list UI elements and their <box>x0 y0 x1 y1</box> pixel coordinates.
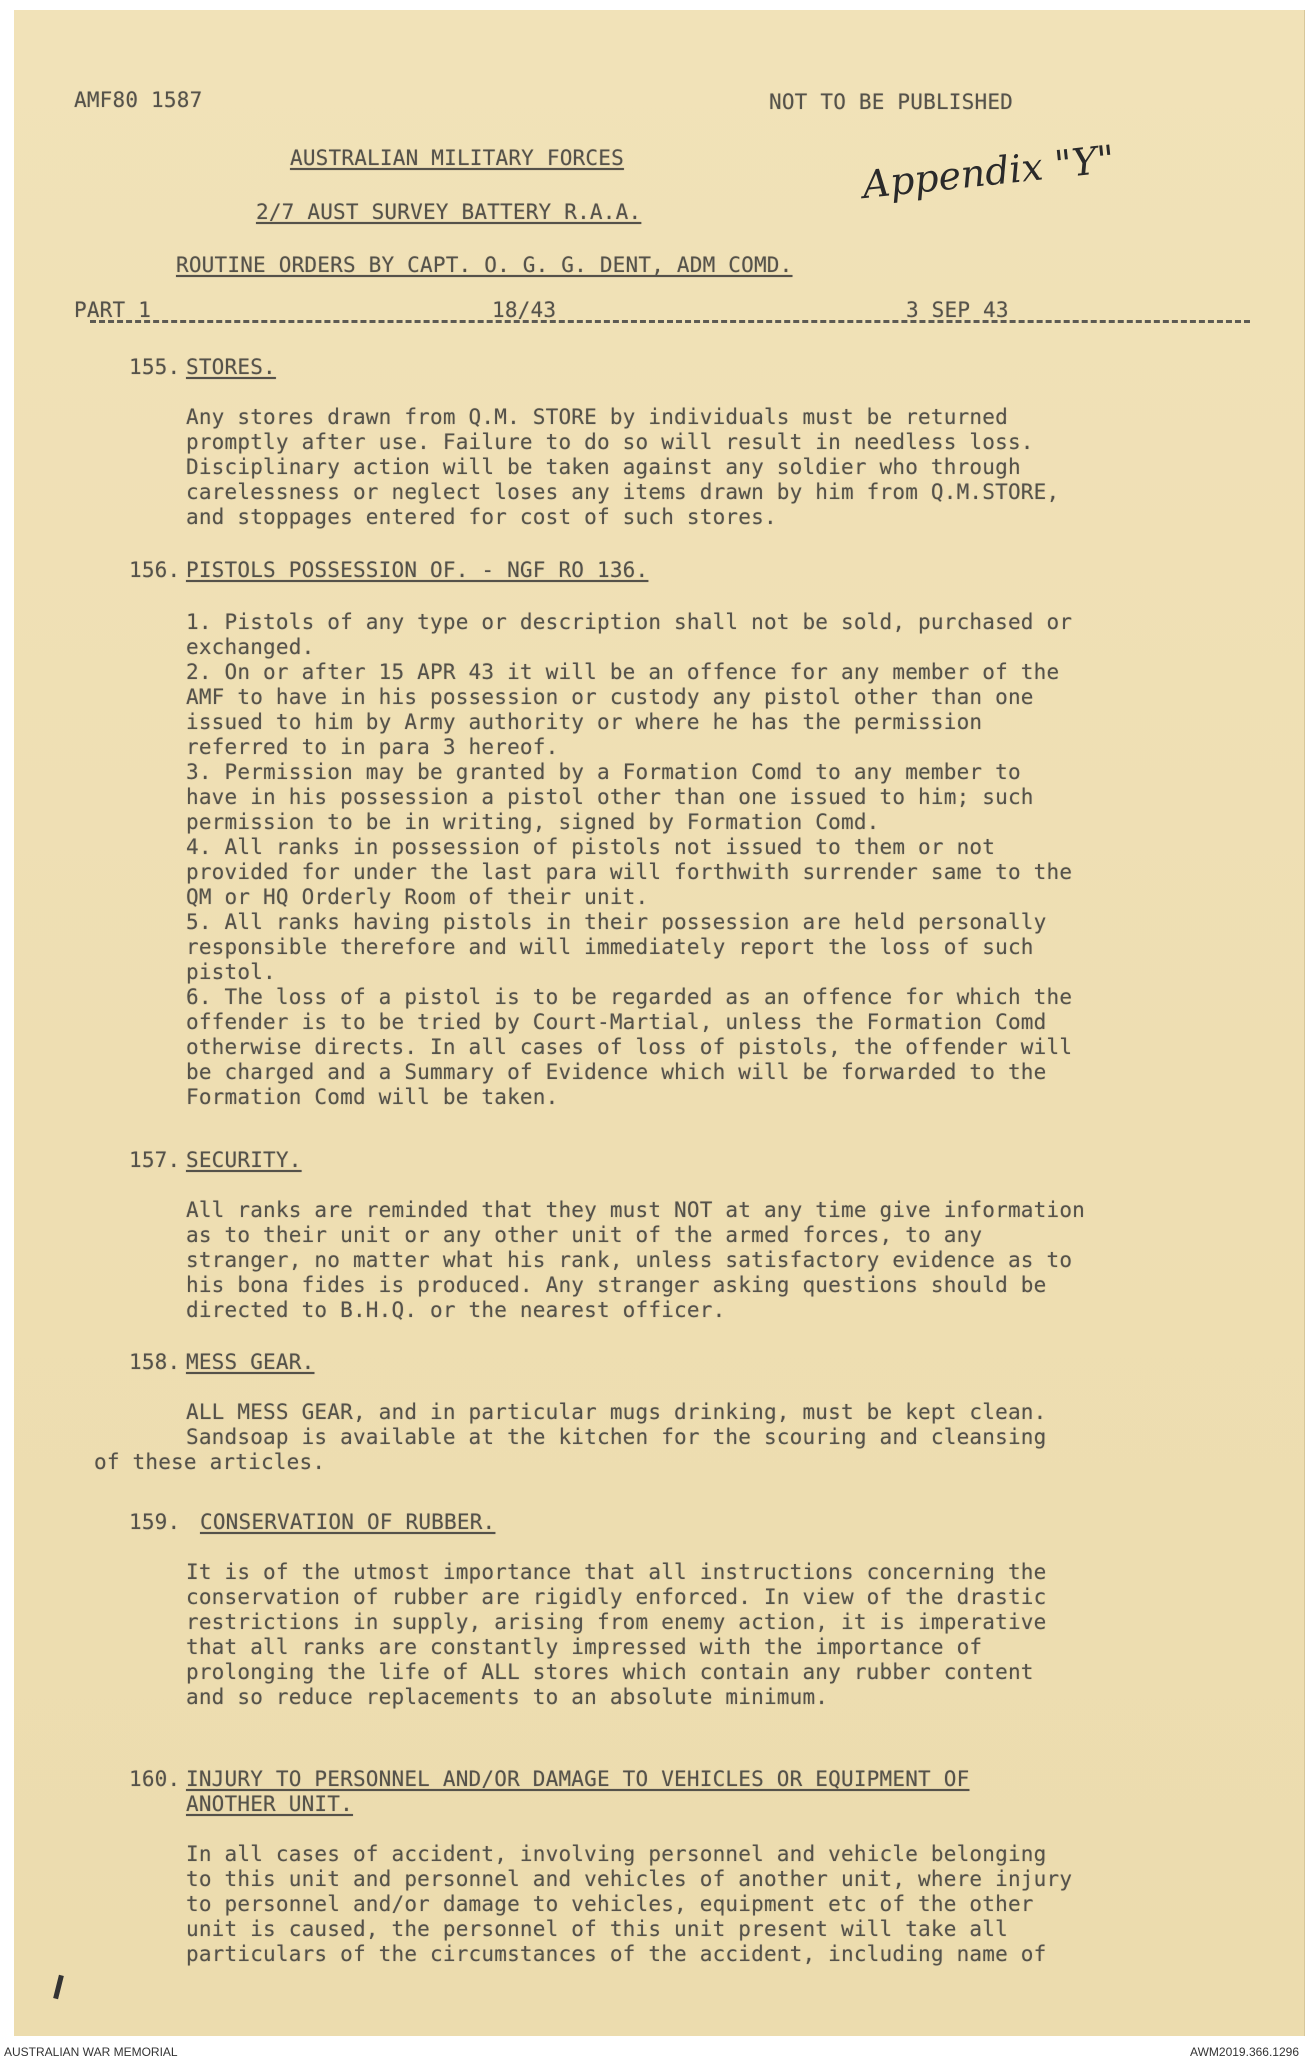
body-line: offender is to be tried by Court-Martial, unless the Formation Comd <box>186 1010 1047 1034</box>
section-title: INJURY TO PERSONNEL AND/OR DAMAGE TO VEHICLES OR EQUIPMENT OF <box>186 1767 970 1791</box>
body-line: conservation of rubber are rigidly enforced. In view of the drastic <box>186 1585 1047 1609</box>
body-line: promptly after use. Failure to do so will result in needless loss. <box>186 430 1034 454</box>
reference-number: AMF80 1587 <box>74 88 203 112</box>
body-line: prolonging the life of ALL stores which contain any rubber content <box>186 1660 1034 1684</box>
section-title: MESS GEAR. <box>186 1350 315 1374</box>
section-number: 160. <box>129 1767 181 1791</box>
section-title: STORES. <box>186 355 276 379</box>
pen-mark <box>53 1975 64 1999</box>
body-line: be charged and a Summary of Evidence which will be forwarded to the <box>186 1060 1047 1084</box>
footer-institution: AUSTRALIAN WAR MEMORIAL <box>4 2045 178 2059</box>
document-page <box>14 10 1305 2036</box>
body-line: to personnel and/or damage to vehicles, equipment etc of the other <box>186 1892 1034 1916</box>
section-number: 157. <box>129 1148 181 1172</box>
body-line: particulars of the circumstances of the accident, including name of <box>186 1942 1047 1966</box>
body-line: as to their unit or any other unit of the armed forces, to any <box>186 1223 983 1247</box>
body-line: directed to B.H.Q. or the nearest officer. <box>186 1298 726 1322</box>
body-line: have in his possession a pistol other than one issued to him; such <box>186 785 1034 809</box>
body-line: It is of the utmost importance that all instructions concerning the <box>186 1560 1047 1584</box>
order-number: 18/43 <box>492 298 557 322</box>
body-line: unit is caused, the personnel of this unit present will take all <box>186 1917 1008 1941</box>
body-line: All ranks are reminded that they must NOT at any time give information <box>186 1198 1086 1222</box>
section-body <box>186 1842 1072 1967</box>
body-line: and so reduce replacements to an absolute minimum. <box>186 1685 829 1709</box>
body-line: provided for under the last para will forthwith surrender same to the <box>186 860 1073 884</box>
body-line: Disciplinary action will be taken against any soldier who through <box>186 455 1021 479</box>
body-line: Sandsoap is available at the kitchen for the scouring and cleansing <box>186 1425 1047 1449</box>
footer-accession-number: AWM2019.366.1296 <box>1190 2045 1299 2059</box>
section-number: 158. <box>129 1350 181 1374</box>
section-title-continued: ANOTHER UNIT. <box>186 1792 353 1816</box>
body-line: ALL MESS GEAR, and in particular mugs drinking, must be kept clean. <box>186 1400 1047 1424</box>
body-line: that all ranks are constantly impressed with the importance of <box>186 1635 983 1659</box>
body-line: referred to in para 3 hereof. <box>186 735 559 759</box>
section-body <box>186 1198 1085 1323</box>
section-number: 155. <box>129 355 181 379</box>
body-line: In all cases of accident, involving personnel and vehicle belonging <box>186 1842 1047 1866</box>
section-body <box>186 610 1072 1110</box>
body-line: 6. The loss of a pistol is to be regarded as an offence for which the <box>186 985 1073 1009</box>
body-line: and stoppages entered for cost of such stores. <box>186 505 777 529</box>
body-line: carelessness or neglect loses any items drawn by him from Q.M.STORE, <box>186 480 1060 504</box>
body-line: issued to him by Army authority or where he has the permission <box>186 710 983 734</box>
body-line: to this unit and personnel and vehicles of another unit, where injury <box>186 1867 1073 1891</box>
body-line: of these articles. <box>94 1450 326 1474</box>
body-line: QM or HQ Orderly Room of their unit. <box>186 885 649 909</box>
section-body <box>186 1560 1047 1710</box>
part-label: PART 1 <box>74 298 152 322</box>
body-line: Formation Comd will be taken. <box>186 1085 559 1109</box>
body-line: exchanged. <box>186 635 315 659</box>
section-title: CONSERVATION OF RUBBER. <box>200 1510 496 1534</box>
not-published-stamp: NOT TO BE PUBLISHED <box>769 90 1014 114</box>
body-line: permission to be in writing, signed by Formation Comd. <box>186 810 880 834</box>
body-line: restrictions in supply, arising from enemy action, it is imperative <box>186 1610 1047 1634</box>
body-line: Any stores drawn from Q.M. STORE by individuals must be returned <box>186 405 1008 429</box>
section-title: PISTOLS POSSESSION OF. - NGF RO 136. <box>186 558 649 582</box>
body-line: 2. On or after 15 APR 43 it will be an offence for any member of the <box>186 660 1060 684</box>
body-line: responsible therefore and will immediately report the loss of such <box>186 935 1034 959</box>
header-line-forces: AUSTRALIAN MILITARY FORCES <box>290 146 624 170</box>
section-body <box>94 1400 1047 1475</box>
header-line-battery: 2/7 AUST SURVEY BATTERY R.A.A. <box>256 200 642 224</box>
header-line-routine-orders: ROUTINE ORDERS BY CAPT. O. G. G. DENT, ADM COMD. <box>176 253 793 277</box>
section-number: 156. <box>129 558 181 582</box>
body-line: 1. Pistols of any type or description shall not be sold, purchased or <box>186 610 1073 634</box>
body-line: 5. All ranks having pistols in their possession are held personally <box>186 910 1047 934</box>
order-date: 3 SEP 43 <box>906 298 1009 322</box>
body-line: 4. All ranks in possession of pistols not issued to them or not <box>186 835 996 859</box>
body-line: AMF to have in his possession or custody any pistol other than one <box>186 685 1034 709</box>
body-line: otherwise directs. In all cases of loss of pistols, the offender will <box>186 1035 1073 1059</box>
body-line: pistol. <box>186 960 276 984</box>
header-divider <box>90 320 1250 323</box>
body-line: stranger, no matter what his rank, unless satisfactory evidence as to <box>186 1248 1073 1272</box>
body-line: 3. Permission may be granted by a Formation Comd to any member to <box>186 760 1021 784</box>
section-title: SECURITY. <box>186 1148 302 1172</box>
section-number: 159. <box>129 1510 181 1534</box>
handwritten-appendix-note: Appendix "Y" <box>860 136 1117 208</box>
body-line: his bona fides is produced. Any stranger asking questions should be <box>186 1273 1047 1297</box>
section-body <box>186 405 1059 530</box>
